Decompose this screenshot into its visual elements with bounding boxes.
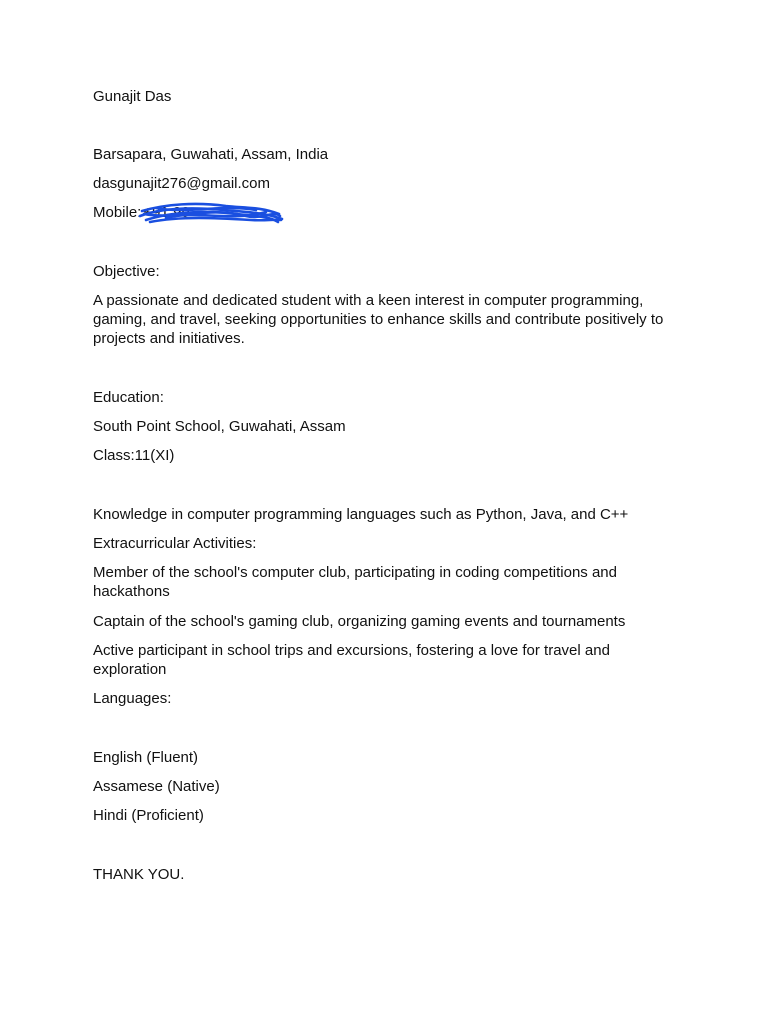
closing-text: THANK YOU. [93,866,185,883]
objective-text: A passionate and dedicated student with a keen interest in computer programming, gaming, and travel, seeking opportunities to enhance skills and contribute positively to projects and initiatives. [93,292,664,347]
activity-item: Captain of the school's gaming club, organizing gaming events and tournaments [93,613,626,630]
school-text: South Point School, Guwahati, Assam [93,418,346,435]
language-item: Assamese (Native) [93,778,220,795]
mobile-number-redacted: +91 99 [143,204,190,221]
languages-heading: Languages: [93,690,172,707]
language-item: Hindi (Proficient) [93,807,204,824]
applicant-name: Gunajit Das [93,88,172,105]
redaction-scribble [136,198,286,228]
activity-item: Member of the school's computer club, participating in coding competitions and hackathons [93,564,617,600]
extracurricular-heading: Extracurricular Activities: [93,535,257,552]
knowledge-text: Knowledge in computer programming languages such as Python, Java, and C++ [93,506,629,523]
activity-item: Active participant in school trips and excursions, fostering a love for travel and exploration [93,642,610,678]
email-text: dasgunajit276@gmail.com [93,175,270,192]
class-text: Class:11(XI) [93,447,175,464]
language-item: English (Fluent) [93,749,199,766]
objective-heading: Objective: [93,263,160,280]
education-heading: Education: [93,389,164,406]
mobile-label: Mobile: [93,204,142,221]
address-text: Barsapara, Guwahati, Assam, India [93,146,329,163]
